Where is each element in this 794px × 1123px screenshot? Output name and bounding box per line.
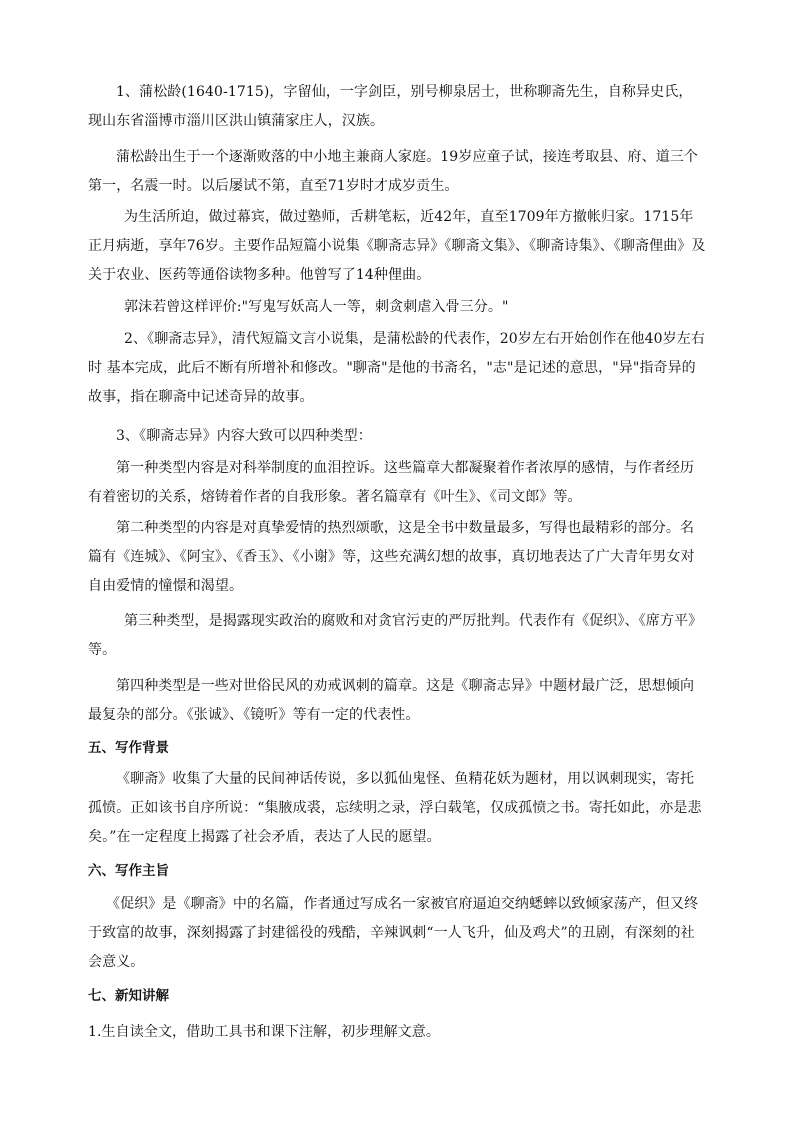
- paragraph-author-life: 为生活所迫，做过幕宾，做过塾师，舌耕笔耘，近42年，直至1709年方撤帐归家。1715年正月病逝，享年76岁。主要作品短篇小说集《聊斋志异》《聊斋文集》、《聊斋诗集》、《聊斋俚曲》及关于农业、医药等通俗读物多种。他曾写了14种俚曲。: [88, 209, 706, 283]
- paragraph-author-family: 蒲松龄出生于一个逐渐败落的中小地主兼商人家庭。19岁应童子试，接连考取县、府、道三个第一，名震一时。以后屡试不第，直至71岁时才成岁贡生。: [88, 149, 699, 194]
- paragraph-liaozhai-intro: 2、《聊斋志异》，清代短篇文言小说集，是蒲松龄的代表作，20岁左右开始创作在他40岁左右时 基本完成，此后不断有所增补和修改。"聊斋"是他的书斋名，"志"是记述的意思，"异"指奇异的故事，指在聊斋中记述奇异的故事。: [88, 331, 705, 405]
- paragraph-four-types: 3、《聊斋志异》内容大致可以四种类型：: [116, 428, 372, 444]
- paragraph-guo-moruo-quote: 郭沫若曾这样评价:"写鬼写妖高人一等，刺贪刺虐入骨三分。": [124, 299, 509, 315]
- paragraph-author-intro: 1、蒲松龄(1640-1715)，字留仙，一字剑臣，别号柳泉居士，世称聊斋先生，自称异史氏，现山东省淄博市淄川区洪山镇蒲家庄人，汉族。: [88, 84, 693, 129]
- paragraph-type-four: 第四种类型是一些对世俗民风的劝戒讽刺的篇章。这是《聊斋志异》中题材最广泛，思想倾向最复杂的部分。《张诚》、《镜听》等有一定的代表性。: [88, 678, 695, 723]
- paragraph-type-two: 第二种类型的内容是对真挚爱情的热烈颂歌，这是全书中数量最多，写得也最精彩的部分。名篇有《连城》、《阿宝》、《香玉》、《小谢》等，这些充满幻想的故事，真切地表达了广大青年男女对自由爱情的憧憬和渴望。: [88, 520, 695, 594]
- paragraph-type-three: 第三种类型，是揭露现实政治的腐败和对贪官污吏的严厉批判。代表作有《促织》、《席方平》等。: [88, 613, 703, 658]
- paragraph-type-one: 第一种类型内容是对科举制度的血泪控诉。这些篇章大都凝聚着作者浓厚的感情，与作者经历有着密切的关系，熔铸着作者的自我形象。著名篇章有《叶生》、《司文郎》等。: [88, 460, 695, 505]
- heading-writing-theme: 六、写作主旨: [88, 863, 169, 879]
- paragraph-self-reading: 1.生自读全文，借助工具书和课下注解，初步理解文意。: [88, 1024, 440, 1040]
- paragraph-writing-theme: 《促织》是《聊斋》中的名篇，作者通过写成名一家被官府逼迫交纳蟋蟀以致倾家荡产，但又终于致富的故事，深刻揭露了封建徭役的残酷，辛辣讽刺“一人飞升，仙及鸡犬”的丑剧，有深刻的社会意义。: [88, 896, 699, 970]
- heading-new-knowledge: 七、新知讲解: [88, 988, 169, 1004]
- paragraph-writing-background: 《聊斋》收集了大量的民间神话传说，多以狐仙鬼怪、鱼精花妖为题材，用以讽刺现实，寄托孤愤。正如该书自序所说：“集腋成裘，忘续明之录，浮白载笔，仅成孤愤之书。寄托如此，亦是悲矣。”在一定程度上揭露了社会矛盾，表达了人民的愿望。: [88, 771, 702, 845]
- heading-writing-background: 五、写作背景: [88, 740, 169, 756]
